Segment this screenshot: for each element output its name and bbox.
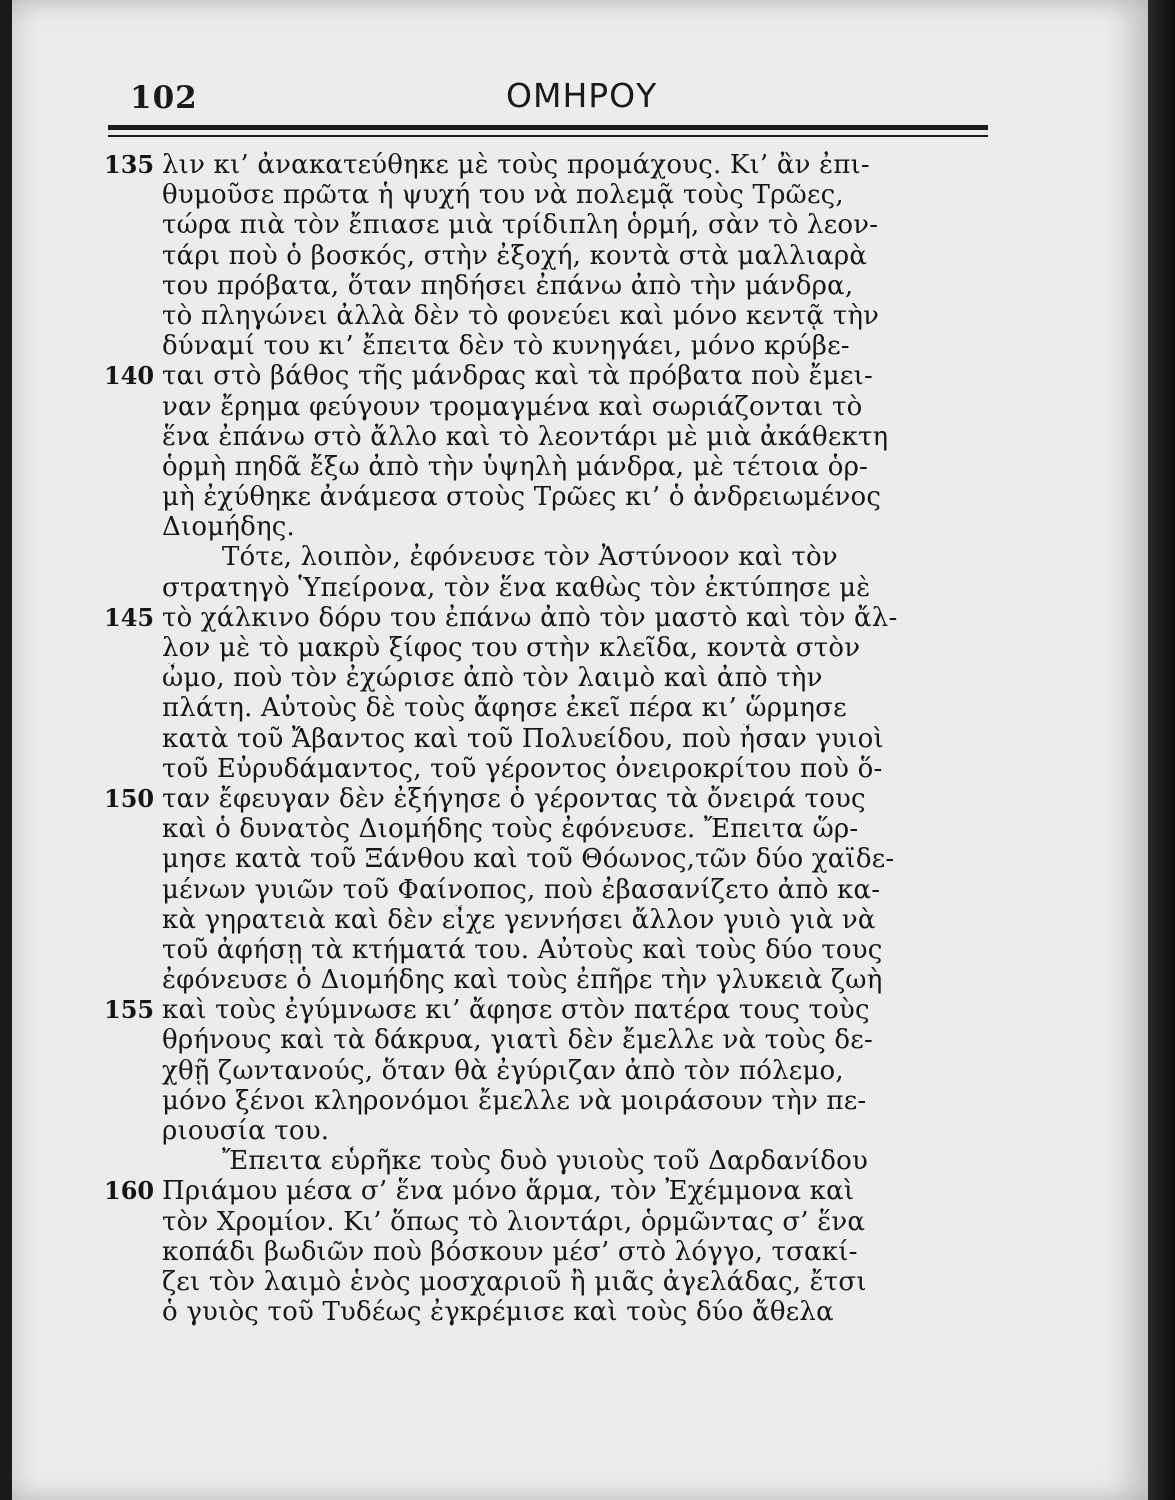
line-text: μόνο ξένοι κληρονόμοι ἔμελλε νὰ μοιράσουν τὴν πε-	[162, 1085, 867, 1116]
line-text: μὴ ἐχύθηκε ἀνάμεσα στοὺς Τρῶες κι’ ὁ ἀνδρειωμένος	[162, 482, 882, 513]
line-text: δύναμί του κι’ ἔπειτα δὲν τὸ κυνηγάει, μόνο κρύβε-	[162, 331, 850, 362]
text-line	[104, 603, 1014, 633]
line-text: κοπάδι βωδιῶν ποὺ βόσκουν μέσ’ στὸ λόγγο, τσακί-	[162, 1236, 858, 1267]
line-text: ἐφόνευσε ὁ Διομήδης καὶ τοὺς ἐπῆρε τὴν γλυκειὰ ζωὴ	[162, 965, 883, 996]
text-line	[104, 1207, 1014, 1237]
text-line	[104, 241, 1014, 271]
line-text: τοῦ ἀφήσῃ τὰ κτήματά του. Αὐτοὺς καὶ τοὺς δύο τους	[162, 934, 883, 965]
text-line	[104, 1176, 1014, 1206]
line-text: Διομήδης.	[162, 512, 295, 543]
page-number: 102	[130, 80, 198, 116]
line-number: 155	[104, 995, 155, 1025]
line-text: ταν ἔφευγαν δὲν ἐξήγησε ὁ γέροντας τὰ ὄνειρά τους	[162, 783, 866, 814]
line-number: 145	[104, 602, 155, 632]
text-line	[104, 331, 1014, 361]
line-text: καὶ ὁ δυνατὸς Διομήδης τοὺς ἐφόνευσε. Ἔπειτα ὥρ-	[162, 814, 859, 845]
text-line	[104, 422, 1014, 452]
line-text: λον μὲ τὸ μακρὺ ξίφος του στὴν κλεῖδα, κοντὰ στὸν	[162, 633, 861, 663]
running-title: ΟΜΗΡΟΥ	[506, 76, 658, 115]
text-line	[104, 542, 1014, 572]
line-number: 160	[104, 1176, 155, 1206]
text-line	[104, 1086, 1014, 1116]
text-line	[104, 663, 1014, 693]
line-text: τὸ πληγώνει ἀλλὰ δὲν τὸ φονεύει καὶ μόνο κεντᾷ τὴν	[162, 300, 880, 331]
line-text: τάρι ποὺ ὁ βοσκός, στὴν ἐξοχή, κοντὰ στὰ μαλλιαρὰ	[162, 240, 868, 271]
text-line	[104, 1025, 1014, 1055]
text-line	[104, 784, 1014, 814]
text-line	[104, 1237, 1014, 1267]
line-text: μένων γυιῶν τοῦ Φαίνοπος, ποὺ ἐβασανίζετο ἀπὸ κα-	[162, 874, 881, 905]
body-text	[104, 150, 1014, 1327]
text-line	[104, 935, 1014, 965]
text-line	[104, 361, 1014, 391]
line-text: τὸ χάλκινο δόρυ του ἐπάνω ἀπὸ τὸν μαστὸ καὶ τὸν ἄλ-	[162, 602, 898, 633]
text-line	[104, 392, 1014, 422]
text-line	[104, 482, 1014, 512]
line-text: ναν ἔρημα φεύγουν τρομαγμένα καὶ σωριάζονται τὸ	[162, 391, 863, 422]
line-text: κατὰ τοῦ Ἄβαντος καὶ τοῦ Πολυείδου, ποὺ ἦσαν γυιοὶ	[162, 723, 884, 754]
text-line	[104, 512, 1014, 542]
text-line	[104, 693, 1014, 723]
line-text: ριουσία του.	[162, 1116, 330, 1146]
book-spine-edge	[1148, 0, 1175, 1500]
text-line	[104, 150, 1014, 180]
line-text: λιν κι’ ἀνακατεύθηκε μὲ τοὺς προμάχους. Κι’ ἂν ἐπι-	[162, 150, 870, 180]
line-text: ται στὸ βάθος τῆς μάνδρας καὶ τὰ πρόβατα ποὺ ἔμει-	[162, 361, 873, 392]
line-text: τοῦ Εὐρυδάμαντος, τοῦ γέροντος ὀνειροκρίτου ποὺ ὅ-	[162, 753, 883, 784]
text-line	[104, 301, 1014, 331]
text-line	[104, 875, 1014, 905]
text-line	[104, 814, 1014, 844]
line-text: Πριάμου μέσα σ’ ἕνα μόνο ἅρμα, τὸν Ἐχέμμονα καὶ	[162, 1176, 855, 1207]
line-text: καὶ τοὺς ἐγύμνωσε κι’ ἄφησε στὸν πατέρα τους τοὺς	[162, 995, 870, 1026]
line-text: Τότε, λοιπὸν, ἐφόνευσε τὸν Ἀστύνοον καὶ τὸν	[222, 542, 838, 573]
line-text: στρατηγὸ Ὑπείρονα, τὸν ἕνα καθὼς τὸν ἐκτύπησε μὲ	[162, 572, 871, 603]
text-line	[104, 905, 1014, 935]
text-line	[104, 452, 1014, 482]
text-line	[104, 965, 1014, 995]
line-text: ἕνα ἐπάνω στὸ ἄλλο καὶ τὸ λεοντάρι μὲ μιὰ ἀκάθεκτη	[162, 421, 889, 452]
line-number: 135	[104, 150, 155, 179]
header-rule-thick	[108, 125, 988, 130]
line-text: μησε κατὰ τοῦ Ξάνθου καὶ τοῦ Θόωνος,τῶν δύο χαϊδε-	[162, 844, 895, 875]
text-line	[104, 724, 1014, 754]
text-line	[104, 633, 1014, 663]
text-line	[104, 271, 1014, 301]
line-text: θρήνους καὶ τὰ δάκρυα, γιατὶ δὲν ἔμελλε νὰ τοὺς δε-	[162, 1025, 873, 1056]
text-line	[104, 1056, 1014, 1086]
line-text: του πρόβατα, ὅταν πηδήσει ἐπάνω ἀπὸ τὴν μάνδρα,	[162, 270, 854, 301]
line-text: πλάτη. Αὐτοὺς δὲ τοὺς ἄφησε ἐκεῖ πέρα κι’ ὥρμησε	[162, 693, 847, 724]
text-line	[104, 1146, 1014, 1176]
text-line	[104, 995, 1014, 1025]
line-text: χθῇ ζωντανούς, ὅταν θὰ ἐγύριζαν ἀπὸ τὸν πόλεμο,	[162, 1055, 844, 1086]
line-text: Ἔπειτα εὗρῆκε τοὺς δυὸ γυιοὺς τοῦ Δαρδανίδου	[222, 1146, 869, 1177]
text-line	[104, 1297, 1014, 1327]
text-line	[104, 1267, 1014, 1297]
line-text: ὁ γυιὸς τοῦ Τυδέως ἐγκρέμισε καὶ τοὺς δύο ἄθελα	[162, 1297, 834, 1328]
line-text: κὰ γηρατειὰ καὶ δὲν εἶχε γεννήσει ἄλλον γυιὸ γιὰ νὰ	[162, 904, 876, 935]
line-text: ζει τὸν λαιμὸ ἑνὸς μοσχαριοῦ ἢ μιᾶς ἀγελάδας, ἔτσι	[162, 1266, 867, 1297]
header-rule-thin	[108, 135, 988, 137]
line-number: 140	[104, 361, 155, 391]
text-line	[104, 180, 1014, 210]
text-line	[104, 754, 1014, 784]
text-line	[104, 1116, 1014, 1146]
line-number: 150	[104, 783, 155, 813]
text-line	[104, 844, 1014, 874]
text-line	[104, 573, 1014, 603]
line-text: τὸν Χρομίον. Κι’ ὅπως τὸ λιοντάρι, ὁρμῶντας σ’ ἕνα	[162, 1206, 866, 1237]
line-text: ὦμο, ποὺ τὸν ἐχώρισε ἀπὸ τὸν λαιμὸ καὶ ἀπὸ τὴν	[162, 663, 823, 694]
line-text: ὁρμὴ πηδᾶ ἔξω ἀπὸ τὴν ὑψηλὴ μάνδρα, μὲ τέτοια ὁρ-	[162, 451, 869, 482]
line-text: θυμοῦσε πρῶτα ἡ ψυχή του νὰ πολεμᾷ τοὺς Τρῶες,	[162, 180, 844, 211]
text-line	[104, 210, 1014, 240]
line-text: τώρα πιὰ τὸν ἔπιασε μιὰ τρίδιπλη ὁρμή, σὰν τὸ λεον-	[162, 210, 879, 241]
